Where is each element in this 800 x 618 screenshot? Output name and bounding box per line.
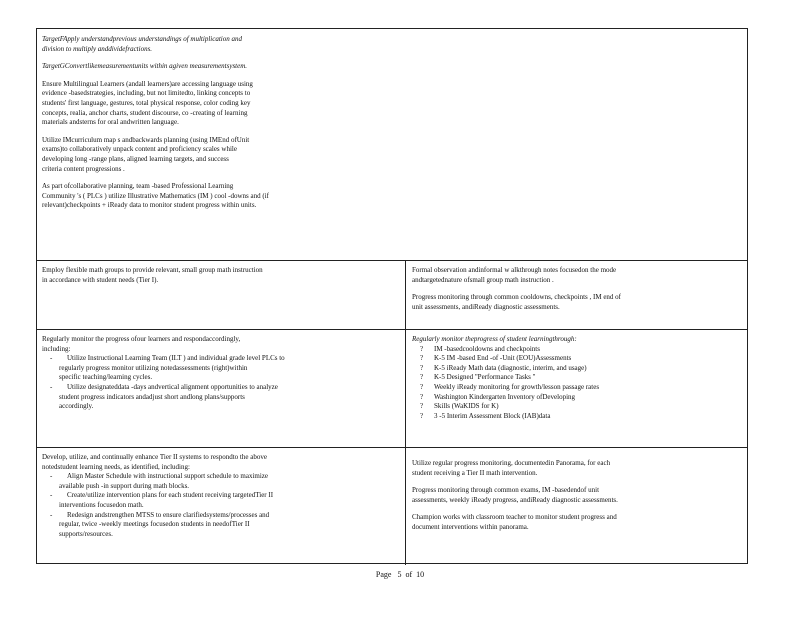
strategy-text: concepts, realia, anchor charts, student discourse, co -creating of learning bbox=[42, 108, 248, 117]
row4-strategy-cell bbox=[42, 453, 397, 539]
item-text: Washington Kindergarten Inventory ofDeveloping bbox=[434, 392, 576, 401]
target-f-line: division to multiply anddividefractions. bbox=[42, 44, 153, 53]
evidence-text: Champion works with classroom teacher to monitor student progress and bbox=[412, 513, 617, 522]
strategy-text: Utilize IMcurriculum map s andbackwards planning (using IMEnd ofUnit bbox=[42, 135, 250, 144]
strategy-text: As part ofcollaborative planning, team -based Professional Learning bbox=[42, 182, 234, 191]
evidence-text: Progress monitoring through common cooldowns, checkpoints , IM end of bbox=[412, 293, 622, 302]
page-number bbox=[0, 570, 800, 580]
strategy-text: notedstudent learning needs, as identified, including: bbox=[42, 462, 190, 471]
bullet-text: supports/resources. bbox=[59, 529, 113, 538]
target-f-line: TargetFApply understandprevious understandings of multiplication and bbox=[42, 35, 242, 43]
item-text: K-5 iReady Math data (diagnostic, interim, and usage) bbox=[434, 363, 587, 372]
row1-strategies-cell bbox=[42, 35, 397, 211]
evidence-text: Utilize regular progress monitoring, documentedin Panorama, for each bbox=[412, 459, 611, 467]
bullet-text: interventions focusedon math. bbox=[59, 500, 144, 509]
dash-bullet: - bbox=[50, 491, 53, 500]
bullet-text: regularly progress monitor utilizing notedassessments (right)within bbox=[59, 363, 248, 372]
list-item bbox=[412, 354, 742, 364]
bullet-glyph: ? bbox=[420, 392, 424, 401]
dash-bullet: - bbox=[50, 510, 53, 519]
item-text: Skills (WaKIDS for K) bbox=[434, 402, 499, 411]
bullet-glyph: ? bbox=[420, 373, 424, 382]
item-text: K-5 Designed "Performance Tasks " bbox=[434, 373, 536, 382]
evidence-text: Progress monitoring through common exams, IM -basedendof unit bbox=[412, 486, 600, 495]
row-divider bbox=[37, 447, 747, 448]
evidence-text: andtargetednature ofsmall group math instruction . bbox=[412, 275, 554, 284]
bullet-glyph: ? bbox=[420, 411, 424, 420]
list-item bbox=[412, 345, 742, 355]
row2-evidence-cell bbox=[412, 266, 742, 312]
dash-bullet: - bbox=[50, 382, 53, 391]
strategy-text: exams)to collaboratively unpack content and proficiency scales while bbox=[42, 145, 237, 154]
bullet-text: Redesign andstrengthen MTSS to ensure clarifiedsystems/processes and bbox=[67, 510, 270, 519]
evidence-text: assessments, weekly iReady progress, andiReady diagnostic assessments. bbox=[412, 495, 618, 504]
list-item bbox=[42, 383, 397, 412]
list-item bbox=[42, 354, 397, 383]
column-divider bbox=[405, 260, 406, 565]
list-item bbox=[42, 491, 397, 510]
bullet-glyph: ? bbox=[420, 344, 424, 353]
list-item bbox=[412, 383, 742, 393]
strategy-text: Employ flexible math groups to provide relevant, small group math instruction bbox=[42, 266, 263, 274]
row-divider bbox=[37, 329, 747, 330]
page-of: of bbox=[405, 570, 413, 579]
bullet-glyph: ? bbox=[420, 402, 424, 411]
bullet-text: Create/utilize intervention plans for each student receiving targetedTier II bbox=[67, 491, 274, 500]
row-divider bbox=[37, 260, 747, 261]
page-current: 5 bbox=[397, 570, 402, 579]
list-item bbox=[412, 402, 742, 412]
strategy-text: Develop, utilize, and continually enhance Tier II systems to respondto the above bbox=[42, 453, 267, 461]
bullet-text: available push -in support during math blocks. bbox=[59, 481, 190, 490]
evidence-text: student receiving a Tier II math intervention. bbox=[412, 468, 538, 477]
bullet-glyph: ? bbox=[420, 382, 424, 391]
bullet-text: student progress indicators andadjust short andlong plans/supports bbox=[59, 392, 245, 401]
bullet-glyph: ? bbox=[420, 354, 424, 363]
list-item bbox=[42, 472, 397, 491]
strategy-text: Ensure Multilingual Learners (andall learners)are accessing language using bbox=[42, 79, 253, 88]
page-label: Page bbox=[375, 570, 392, 579]
strategy-text: Regularly monitor the progress ofour learners and respondaccordingly, bbox=[42, 335, 241, 343]
dash-bullet: - bbox=[50, 354, 53, 363]
strategy-text: criteria content progressions . bbox=[42, 164, 125, 173]
strategy-text: Community 's ( PLCs ) utilize Illustrative Mathematics (IM ) cool -downs and (if bbox=[42, 191, 269, 200]
bullet-text: regular, twice -weekly meetings focusedon students in needofTier II bbox=[59, 520, 250, 529]
list-item bbox=[412, 373, 742, 383]
item-text: 3 -5 Interim Assessment Block (IAB)data bbox=[434, 411, 551, 420]
row3-evidence-cell bbox=[412, 335, 742, 421]
list-item bbox=[412, 393, 742, 403]
strategy-text: materials andsterns for oral andwritten language. bbox=[42, 118, 179, 127]
plan-table bbox=[36, 28, 748, 564]
list-item bbox=[42, 511, 397, 540]
item-text: IM -basedcooldowns and checkpoints bbox=[434, 344, 540, 353]
bullet-text: Utilize designateddata -days andvertical alignment opportunities to analyze bbox=[67, 382, 278, 391]
strategy-text: evidence -basedstrategies, including, but not limitedto, linking concepts to bbox=[42, 89, 251, 98]
list-item bbox=[412, 364, 742, 374]
target-g-line: TargetGConvertlikemeasurementunits within agiven measurementsystem. bbox=[42, 62, 248, 71]
dash-bullet: - bbox=[50, 472, 53, 481]
bullet-text: Align Master Schedule with instructional support schedule to maximize bbox=[67, 472, 269, 481]
item-text: Weekly iReady monitoring for growth/lesson passage rates bbox=[434, 382, 600, 391]
strategy-text: developing long -range plans, aligned learning targets, and success bbox=[42, 154, 229, 163]
evidence-text: Formal observation andinformal w alkthrough notes focusedon the mode bbox=[412, 266, 617, 274]
row3-strategy-cell bbox=[42, 335, 397, 412]
page-total: 10 bbox=[416, 570, 425, 579]
evidence-heading: Regularly monitor theprogress of student learningthrough: bbox=[412, 335, 577, 343]
row2-strategy-cell bbox=[42, 266, 397, 285]
bullet-text: specific teaching/learning cycles. bbox=[59, 373, 153, 382]
bullet-glyph: ? bbox=[420, 363, 424, 372]
strategy-text: students' first language, gestures, total physical response, color coding key bbox=[42, 98, 251, 107]
item-text: K-5 IM -based End -of -Unit (EOU)Assessments bbox=[434, 354, 572, 363]
evidence-text: document interventions within panorama. bbox=[412, 522, 529, 531]
list-item bbox=[412, 412, 742, 422]
strategy-text: in accordance with student needs (Tier I). bbox=[42, 275, 159, 284]
evidence-text: unit assessments, andiReady diagnostic assessments. bbox=[412, 302, 560, 311]
bullet-text: accordingly. bbox=[59, 402, 94, 411]
row4-evidence-cell bbox=[412, 459, 742, 533]
strategy-text: including: bbox=[42, 344, 71, 353]
bullet-text: Utilize Instructional Learning Team (ILT ) and individual grade level PLCs to bbox=[67, 354, 285, 363]
strategy-text: relevant)checkpoints + iReady data to monitor student progress within units. bbox=[42, 201, 257, 210]
